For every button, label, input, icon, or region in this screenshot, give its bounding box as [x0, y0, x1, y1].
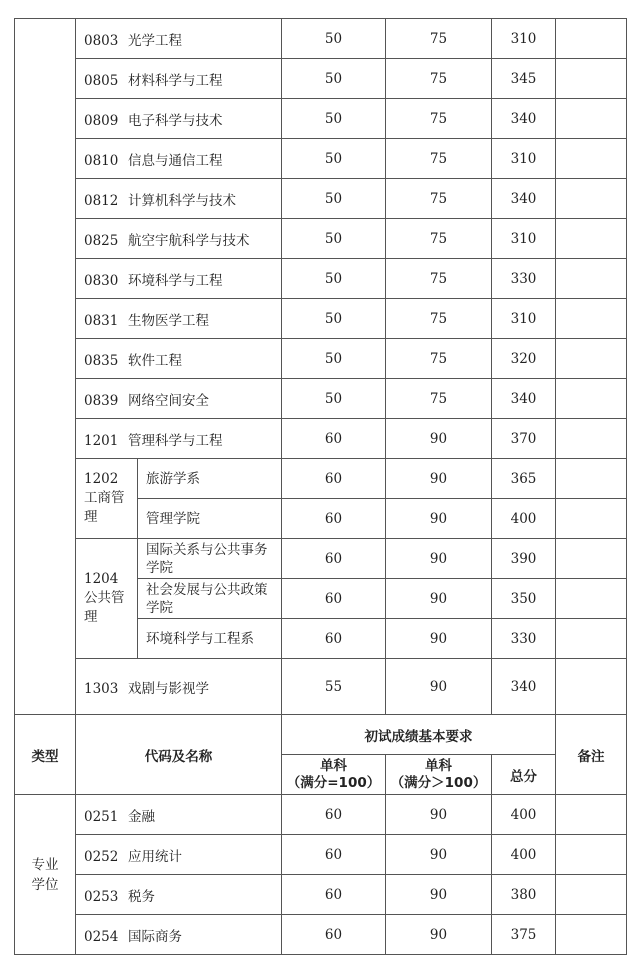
group-cell	[76, 459, 138, 539]
group-name: 工商管理	[84, 490, 125, 525]
score-total: 400	[492, 835, 556, 875]
note-cell	[556, 915, 627, 955]
program-cell	[76, 659, 282, 715]
program-code: 0831	[84, 312, 119, 329]
note-cell	[556, 339, 627, 379]
header-single-100	[282, 755, 386, 795]
table-row	[15, 659, 627, 715]
score-single-gt100: 90	[386, 659, 492, 715]
score-single-100: 50	[282, 339, 386, 379]
note-cell	[556, 539, 627, 579]
score-single-100: 55	[282, 659, 386, 715]
program-name: 环境科学与工程	[128, 272, 223, 289]
note-cell	[556, 299, 627, 339]
score-single-100: 60	[282, 915, 386, 955]
header-line: （满分=100）	[286, 774, 381, 791]
program-name: 戏剧与影视学	[128, 680, 209, 697]
note-cell	[556, 99, 627, 139]
table-row	[15, 299, 627, 339]
score-single-gt100: 75	[386, 19, 492, 59]
table-row	[15, 459, 627, 499]
sub-unit-cell	[138, 619, 282, 659]
table-row	[15, 715, 627, 755]
score-total: 350	[492, 579, 556, 619]
score-single-100: 50	[282, 179, 386, 219]
table-row	[15, 339, 627, 379]
program-name: 信息与通信工程	[128, 152, 223, 169]
score-total: 375	[492, 915, 556, 955]
score-single-gt100: 75	[386, 339, 492, 379]
sub-unit-name: 环境科学与工程系	[146, 630, 254, 647]
score-single-100: 50	[282, 299, 386, 339]
score-single-100: 50	[282, 219, 386, 259]
score-single-gt100: 90	[386, 835, 492, 875]
table-row	[15, 419, 627, 459]
sub-unit-cell	[138, 499, 282, 539]
score-single-100: 50	[282, 379, 386, 419]
sub-unit-name: 国际关系与公共事务学院	[146, 541, 268, 576]
program-cell	[76, 379, 282, 419]
group-code: 1202	[84, 471, 119, 487]
group-name: 公共管理	[84, 590, 125, 625]
note-cell	[556, 875, 627, 915]
program-name: 生物医学工程	[128, 312, 209, 329]
program-name: 国际商务	[128, 928, 182, 945]
header-line: 单科	[425, 757, 452, 774]
score-total: 310	[492, 19, 556, 59]
program-name: 光学工程	[128, 32, 182, 49]
note-cell	[556, 499, 627, 539]
type-cell	[15, 19, 76, 715]
score-total: 340	[492, 179, 556, 219]
table-row	[15, 875, 627, 915]
score-single-100: 50	[282, 59, 386, 99]
program-code: 0830	[84, 272, 119, 289]
score-single-gt100: 90	[386, 539, 492, 579]
group-code: 1204	[84, 571, 119, 587]
program-code: 0825	[84, 232, 119, 249]
score-total: 340	[492, 379, 556, 419]
note-cell	[556, 835, 627, 875]
program-cell	[76, 219, 282, 259]
header-single-gt100	[386, 755, 492, 795]
table-row	[15, 19, 627, 59]
program-cell	[76, 915, 282, 955]
score-single-100: 60	[282, 459, 386, 499]
score-single-100: 50	[282, 99, 386, 139]
program-cell	[76, 299, 282, 339]
sub-unit-cell	[138, 579, 282, 619]
score-single-gt100: 75	[386, 179, 492, 219]
program-code: 0254	[84, 928, 119, 945]
program-name: 材料科学与工程	[128, 72, 223, 89]
program-cell	[76, 835, 282, 875]
score-total: 340	[492, 99, 556, 139]
note-cell	[556, 459, 627, 499]
program-name: 管理科学与工程	[128, 432, 223, 449]
table-row	[15, 795, 627, 835]
score-total: 310	[492, 219, 556, 259]
header-type: 类型	[15, 715, 76, 795]
score-single-100: 60	[282, 619, 386, 659]
program-code: 1201	[84, 432, 119, 449]
table-row	[15, 219, 627, 259]
program-cell	[76, 339, 282, 379]
program-name: 税务	[128, 888, 155, 905]
header-total: 总分	[492, 755, 556, 795]
score-single-gt100: 75	[386, 139, 492, 179]
score-single-100: 50	[282, 139, 386, 179]
table-row	[15, 59, 627, 99]
note-cell	[556, 179, 627, 219]
note-cell	[556, 659, 627, 715]
score-single-gt100: 75	[386, 299, 492, 339]
table-row	[15, 179, 627, 219]
score-total: 310	[492, 299, 556, 339]
score-single-gt100: 90	[386, 419, 492, 459]
program-code: 0839	[84, 392, 119, 409]
sub-unit-name: 旅游学系	[146, 470, 200, 487]
score-single-100: 60	[282, 419, 386, 459]
type-cell	[15, 795, 76, 955]
score-single-gt100: 75	[386, 99, 492, 139]
table-row	[15, 835, 627, 875]
program-cell	[76, 19, 282, 59]
program-cell	[76, 259, 282, 299]
program-name: 计算机科学与技术	[128, 192, 236, 209]
score-single-gt100: 75	[386, 259, 492, 299]
program-code: 1303	[84, 680, 119, 697]
table-row	[15, 139, 627, 179]
score-single-100: 60	[282, 579, 386, 619]
note-cell	[556, 379, 627, 419]
program-name: 软件工程	[128, 352, 182, 369]
score-total: 330	[492, 619, 556, 659]
note-cell	[556, 19, 627, 59]
note-cell	[556, 579, 627, 619]
type-label: 专业学位	[31, 856, 59, 893]
note-cell	[556, 59, 627, 99]
program-name: 网络空间安全	[128, 392, 209, 409]
note-cell	[556, 259, 627, 299]
score-single-gt100: 75	[386, 379, 492, 419]
program-name: 应用统计	[128, 848, 182, 865]
program-cell	[76, 99, 282, 139]
score-single-gt100: 90	[386, 795, 492, 835]
program-name: 金融	[128, 808, 155, 825]
header-line: （满分＞100）	[390, 774, 487, 791]
table-row	[15, 539, 627, 579]
note-cell	[556, 795, 627, 835]
sub-unit-cell	[138, 539, 282, 579]
score-single-100: 60	[282, 875, 386, 915]
note-cell	[556, 219, 627, 259]
program-code: 0809	[84, 112, 119, 129]
program-code: 0835	[84, 352, 119, 369]
note-cell	[556, 419, 627, 459]
program-name: 电子科学与技术	[128, 112, 223, 129]
header-code-name: 代码及名称	[76, 715, 282, 795]
score-total: 400	[492, 499, 556, 539]
program-cell	[76, 875, 282, 915]
program-cell	[76, 59, 282, 99]
program-code: 0252	[84, 848, 119, 865]
program-code: 0251	[84, 808, 119, 825]
program-cell	[76, 795, 282, 835]
score-single-gt100: 90	[386, 499, 492, 539]
score-total: 310	[492, 139, 556, 179]
header-note: 备注	[556, 715, 627, 795]
score-total: 380	[492, 875, 556, 915]
score-total: 320	[492, 339, 556, 379]
program-name: 航空宇航科学与技术	[128, 232, 250, 249]
score-total: 400	[492, 795, 556, 835]
score-single-gt100: 90	[386, 579, 492, 619]
score-single-100: 60	[282, 835, 386, 875]
table-row	[15, 99, 627, 139]
sub-unit-name: 管理学院	[146, 510, 200, 527]
score-single-100: 60	[282, 499, 386, 539]
group-cell	[76, 539, 138, 659]
score-single-100: 50	[282, 259, 386, 299]
program-cell	[76, 139, 282, 179]
table-row	[15, 379, 627, 419]
score-single-gt100: 75	[386, 219, 492, 259]
score-total: 390	[492, 539, 556, 579]
header-requirements: 初试成绩基本要求	[282, 715, 556, 755]
program-cell	[76, 419, 282, 459]
program-code: 0253	[84, 888, 119, 905]
score-single-gt100: 90	[386, 459, 492, 499]
score-total: 370	[492, 419, 556, 459]
program-code: 0812	[84, 192, 119, 209]
score-total: 345	[492, 59, 556, 99]
score-single-100: 60	[282, 539, 386, 579]
score-requirements-table	[14, 18, 627, 955]
score-single-gt100: 75	[386, 59, 492, 99]
score-total: 330	[492, 259, 556, 299]
program-code: 0805	[84, 72, 119, 89]
score-single-gt100: 90	[386, 875, 492, 915]
score-single-gt100: 90	[386, 915, 492, 955]
table-row	[15, 915, 627, 955]
header-line: 单科	[320, 757, 347, 774]
sub-unit-name: 社会发展与公共政策学院	[146, 581, 268, 616]
note-cell	[556, 619, 627, 659]
score-single-100: 60	[282, 795, 386, 835]
note-cell	[556, 139, 627, 179]
program-cell	[76, 179, 282, 219]
score-total: 340	[492, 659, 556, 715]
program-code: 0810	[84, 152, 119, 169]
program-code: 0803	[84, 32, 119, 49]
table-row	[15, 259, 627, 299]
score-total: 365	[492, 459, 556, 499]
score-single-gt100: 90	[386, 619, 492, 659]
score-single-100: 50	[282, 19, 386, 59]
sub-unit-cell	[138, 459, 282, 499]
